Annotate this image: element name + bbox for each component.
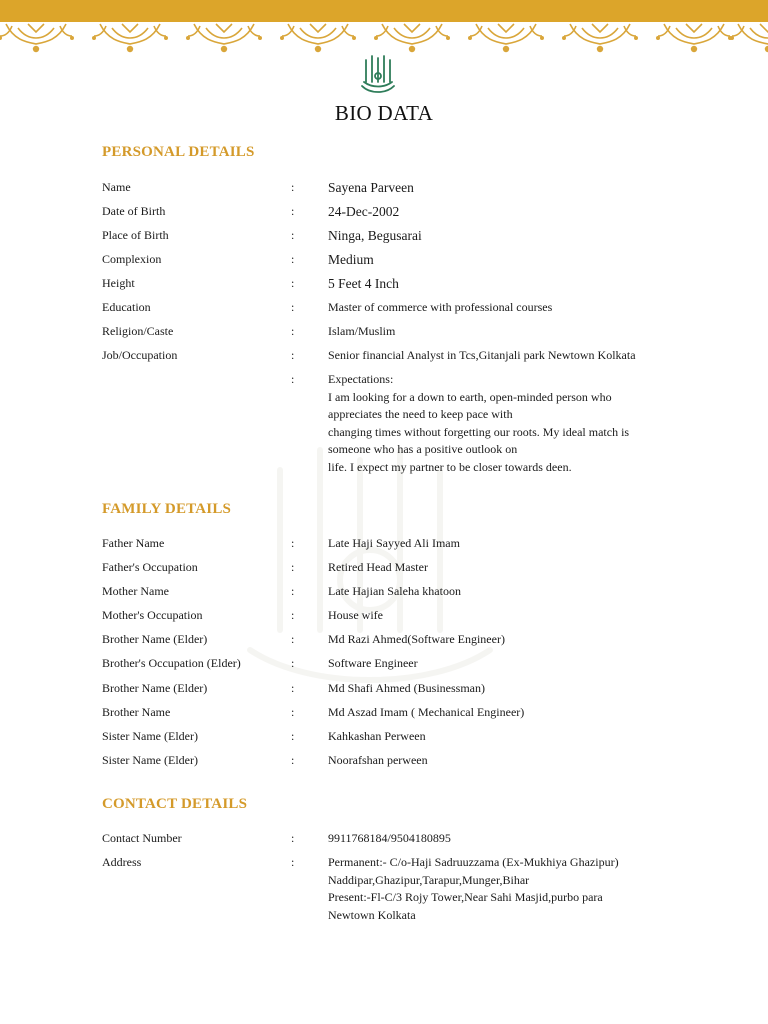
address-line: Permanent:- C/o-Haji Sadruuzzama (Ex-Mukhiya Ghazipur) xyxy=(328,855,619,869)
field-value: Master of commerce with professional courses xyxy=(328,300,553,314)
colon-separator: : xyxy=(291,180,295,194)
colon-separator: : xyxy=(291,729,295,743)
colon-separator: : xyxy=(291,584,295,598)
field-value: House wife xyxy=(328,608,383,622)
field-label: Father Name xyxy=(102,536,165,550)
field-value: Ninga, Begusarai xyxy=(328,228,422,243)
field-value: Senior financial Analyst in Tcs,Gitanjali park Newtown Kolkata xyxy=(328,348,636,362)
field-label: Brother Name (Elder) xyxy=(102,681,208,695)
colon-separator: : xyxy=(291,855,295,869)
field-label: Religion/Caste xyxy=(102,324,174,338)
address-line: Newtown Kolkata xyxy=(328,907,416,922)
expectations-line: life. I expect my partner to be closer towards deen. xyxy=(328,459,572,474)
field-value: Late Hajian Saleha khatoon xyxy=(328,584,461,598)
expectations-line: someone who has a positive outlook on xyxy=(328,442,518,456)
field-label: Address xyxy=(102,855,142,869)
address-line: Naddipar,Ghazipur,Tarapur,Munger,Bihar xyxy=(328,872,530,887)
field-value: Islam/Muslim xyxy=(328,324,396,338)
personal-details-heading: PERSONAL DETAILS xyxy=(102,144,255,160)
field-label: Mother Name xyxy=(102,584,169,598)
expectations-line: changing times without forgetting our roots. My ideal match is xyxy=(328,424,630,439)
field-label: Education xyxy=(102,300,151,314)
calligraphy-emblem-icon xyxy=(358,52,398,96)
field-value: Noorafshan perween xyxy=(328,753,428,767)
field-label: Name xyxy=(102,180,131,194)
top-gold-band xyxy=(0,0,768,22)
field-label: Mother's Occupation xyxy=(102,608,203,622)
family-details-heading: FAMILY DETAILS xyxy=(102,501,232,517)
field-value: Medium xyxy=(328,252,374,267)
contact-number-value: 9911768184/9504180895 xyxy=(328,831,451,845)
field-label: Sister Name (Elder) xyxy=(102,753,198,767)
colon-separator: : xyxy=(291,656,295,670)
colon-separator: : xyxy=(291,348,295,362)
address-line: Present:-Fl-C/3 Rojy Tower,Near Sahi Masjid,purbo para xyxy=(328,890,603,904)
field-label: Sister Name (Elder) xyxy=(102,729,198,743)
colon-separator: : xyxy=(291,324,295,338)
expectations-line: appreciates the need to keep pace with xyxy=(328,407,513,421)
page-title: BIO DATA xyxy=(334,101,434,125)
field-label: Brother's Occupation (Elder) xyxy=(102,656,241,670)
field-label: Contact Number xyxy=(102,831,182,845)
field-value: Software Engineer xyxy=(328,656,418,670)
field-value: Md Razi Ahmed(Software Engineer) xyxy=(328,632,505,646)
colon-separator: : xyxy=(291,681,295,695)
colon-separator: : xyxy=(291,705,295,719)
colon-separator: : xyxy=(291,536,295,550)
field-label: Brother Name (Elder) xyxy=(102,632,208,646)
field-value: 5 Feet 4 Inch xyxy=(328,276,399,291)
field-value: Sayena Parveen xyxy=(328,180,414,195)
colon-separator: : xyxy=(291,228,295,242)
expectations-line: Expectations: xyxy=(328,372,394,386)
expectations-line: I am looking for a down to earth, open-minded person who xyxy=(328,389,612,404)
field-value: Kahkashan Perween xyxy=(328,729,426,743)
field-label: Father's Occupation xyxy=(102,560,198,574)
field-value: Md Shafi Ahmed (Businessman) xyxy=(328,681,485,695)
field-label: Complexion xyxy=(102,252,162,266)
colon-separator: : xyxy=(291,300,295,314)
field-label: Height xyxy=(102,276,135,290)
field-label: Date of Birth xyxy=(102,204,166,218)
field-label: Job/Occupation xyxy=(102,348,178,362)
colon-separator: : xyxy=(291,608,295,622)
colon-separator: : xyxy=(291,560,295,574)
expectations-text xyxy=(328,371,708,476)
field-label: Brother Name xyxy=(102,705,171,719)
colon-separator: : xyxy=(291,831,295,845)
address-value xyxy=(328,854,688,924)
field-value: Late Haji Sayyed Ali Imam xyxy=(328,536,460,550)
contact-details-heading: CONTACT DETAILS xyxy=(102,796,248,812)
colon-separator: : xyxy=(291,753,295,767)
field-value: Retired Head Master xyxy=(328,560,428,574)
field-label: Place of Birth xyxy=(102,228,169,242)
colon-separator: : xyxy=(291,632,295,646)
field-value: Md Aszad Imam ( Mechanical Engineer) xyxy=(328,705,525,719)
colon-separator: : xyxy=(291,204,295,218)
colon-separator: : xyxy=(291,276,295,290)
colon-separator: : xyxy=(291,372,295,386)
field-value: 24-Dec-2002 xyxy=(328,204,400,219)
colon-separator: : xyxy=(291,252,295,266)
